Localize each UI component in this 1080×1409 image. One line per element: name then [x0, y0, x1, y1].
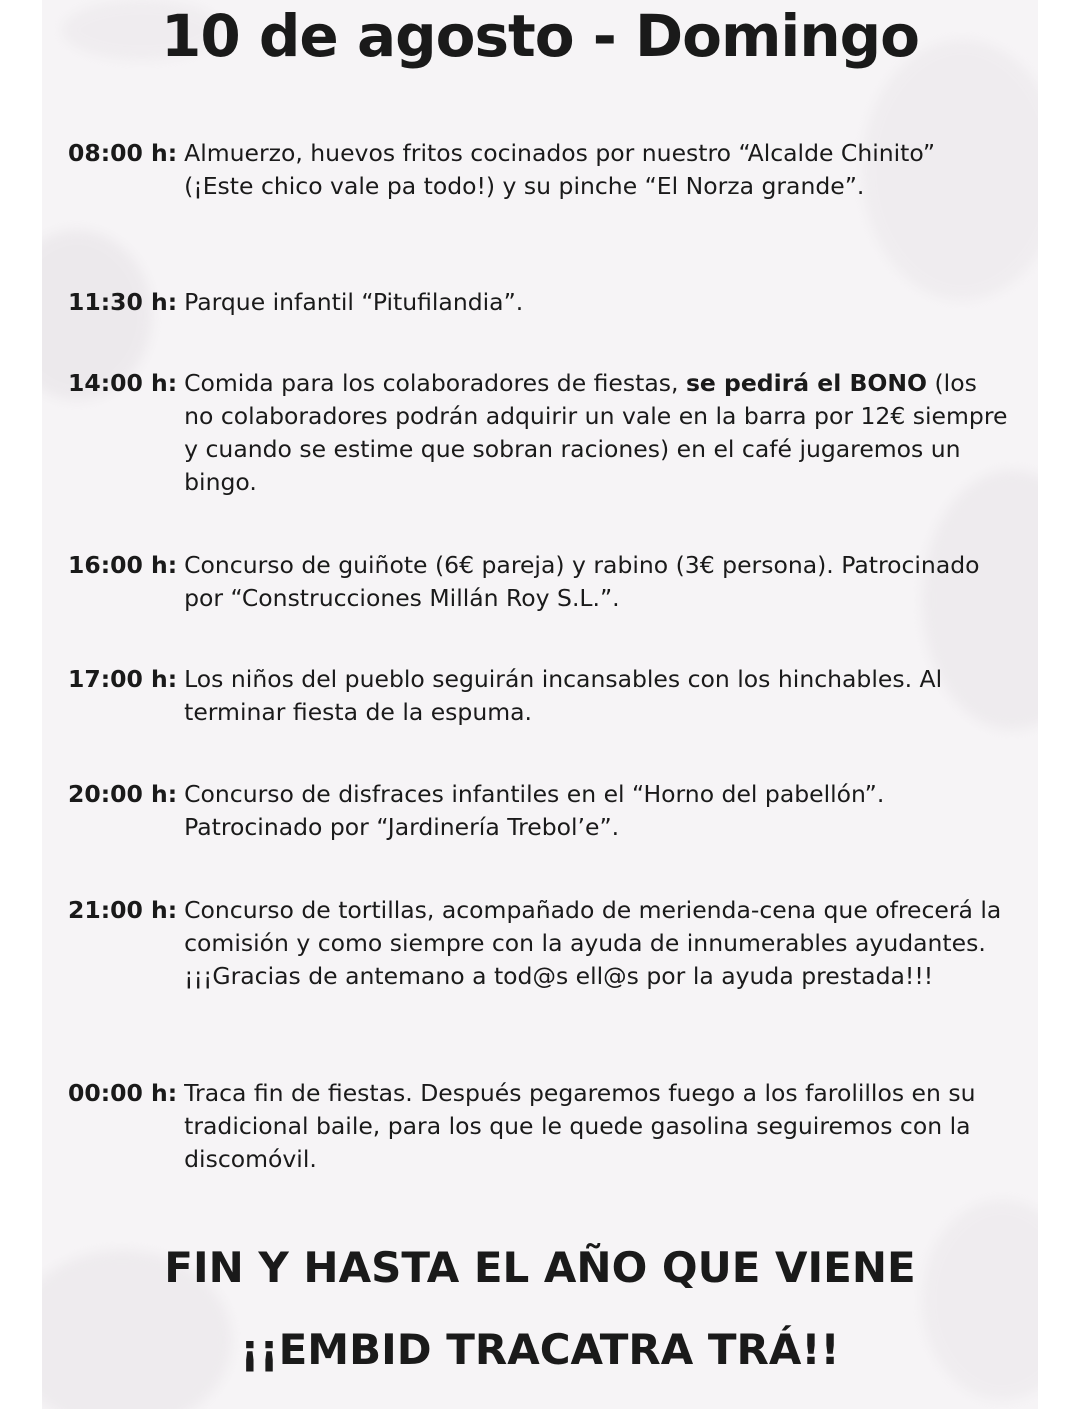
event-description: Parque infantil “Pitufilandia”. — [184, 288, 524, 316]
event-time: 00:00 h: — [68, 1079, 178, 1107]
flyer-page — [42, 0, 1038, 1409]
event-time: 20:00 h: — [68, 780, 178, 808]
event-description: Concurso de guiñote (6€ pareja) y rabino (3€ persona). Patrocinado por “Construcciones Millán Roy S.L.”. — [184, 551, 980, 612]
event-description: Traca fin de fiestas. Después pegaremos fuego a los farolillos en su tradicional baile, para los que le quede gasolina seguiremos con la discomóvil. — [184, 1079, 976, 1173]
event-time: 14:00 h: — [68, 369, 178, 397]
event-description — [184, 367, 1008, 499]
event-time: 08:00 h: — [68, 139, 178, 167]
event-description: Concurso de tortillas, acompañado de merienda-cena que ofrecerá la comisión y como siempre con la ayuda de innumerables ayudantes. ¡¡¡Gracias de antemano a tod@s ell@s por la ayuda prestada!!! — [184, 896, 1002, 990]
closing-line-2: ¡¡EMBID TRACATRA TRÁ!! — [240, 1325, 840, 1374]
event-description: Los niños del pueblo seguirán incansables con los hinchables. Al terminar fiesta de la espuma. — [184, 665, 943, 726]
event-1400 — [68, 367, 1008, 499]
event-1130 — [68, 286, 1008, 319]
event-2000 — [68, 778, 1008, 844]
event-time: 17:00 h: — [68, 665, 178, 693]
event-description: Concurso de disfraces infantiles en el “Horno del pabellón”. Patrocinado por “Jardinería Trebol’e”. — [184, 780, 885, 841]
event-description: Almuerzo, huevos fritos cocinados por nuestro “Alcalde Chinito” (¡Este chico vale pa todo!) y su pinche “El Norza grande”. — [184, 139, 936, 200]
event-0000 — [68, 1077, 1008, 1176]
event-time: 21:00 h: — [68, 896, 178, 924]
event-text: (los no colaboradores podrán adquirir un vale en la barra por 12€ siempre y cuando se estime que sobran raciones) en el café jugaremos un bingo. — [184, 369, 1008, 496]
page-title: 10 de agosto - Domingo — [161, 2, 919, 70]
closing-line-1: FIN Y HASTA EL AÑO QUE VIENE — [164, 1243, 916, 1292]
event-1600 — [68, 549, 1008, 615]
event-2100 — [68, 894, 1008, 993]
event-0800 — [68, 137, 1008, 203]
event-1700 — [68, 663, 1008, 729]
event-text: Comida para los colaboradores de fiestas, — [184, 369, 686, 397]
bono-highlight: se pedirá el BONO — [685, 369, 928, 397]
event-time: 16:00 h: — [68, 551, 178, 579]
event-time: 11:30 h: — [68, 288, 178, 316]
